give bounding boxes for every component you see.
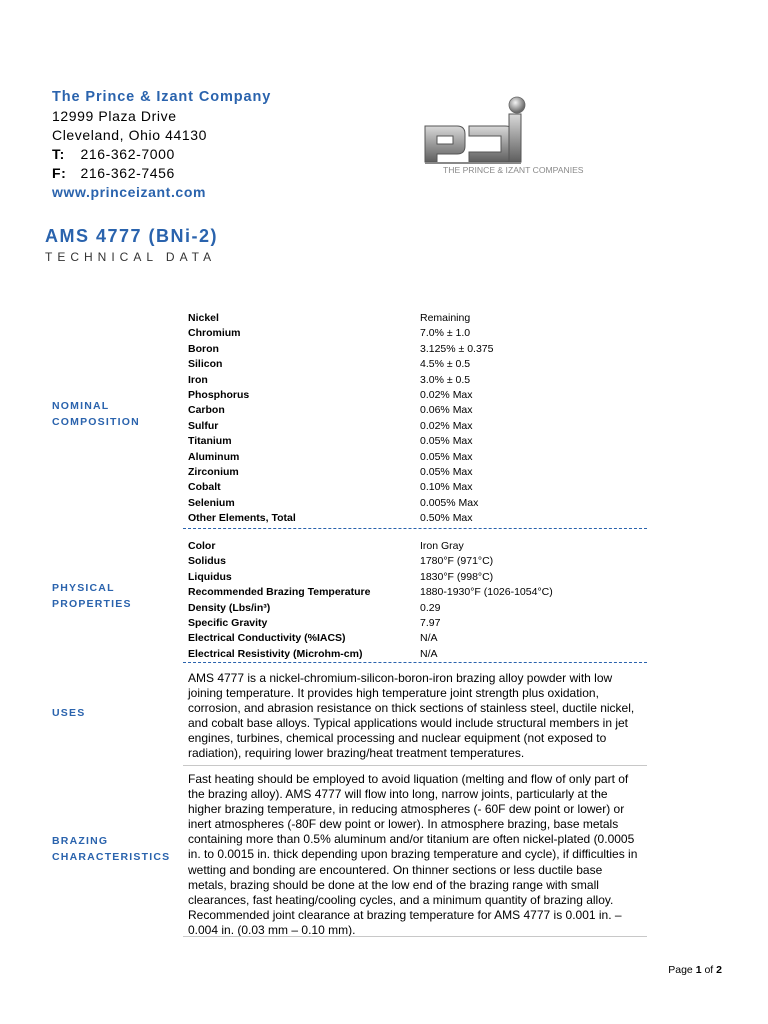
- property-name: Phosphorus: [188, 388, 250, 401]
- property-name: Zirconium: [188, 465, 239, 478]
- property-value: Iron Gray: [420, 540, 464, 552]
- property-value: 0.50% Max: [420, 512, 473, 525]
- uses-label: USES: [52, 707, 86, 719]
- fax-line: [52, 164, 271, 183]
- property-name: Density (Lbs/in³): [188, 601, 271, 614]
- property-value: 0.05% Max: [420, 465, 473, 478]
- document-subtitle: TECHNICAL DATA: [45, 250, 217, 264]
- property-name: Other Elements, Total: [188, 512, 296, 525]
- property-value: 7.97: [420, 616, 441, 629]
- property-name: Iron: [188, 373, 208, 386]
- property-value: 1830°F (998°C): [420, 570, 494, 583]
- property-name: Solidus: [188, 555, 226, 568]
- section-divider: [183, 662, 647, 663]
- property-value: N/A: [420, 632, 438, 645]
- property-name: Color: [188, 540, 216, 552]
- property-name: Specific Gravity: [188, 616, 268, 629]
- logo-caption: THE PRINCE & IZANT COMPANIES: [443, 165, 584, 175]
- property-value: 0.05% Max: [420, 450, 473, 463]
- property-value: 0.29: [420, 601, 441, 614]
- psi-logo: [423, 96, 639, 176]
- phone-line: [52, 145, 271, 164]
- property-name: Boron: [188, 342, 219, 355]
- phone-label: T:: [52, 146, 65, 162]
- property-name: Electrical Conductivity (%IACS): [188, 632, 346, 645]
- property-name: Recommended Brazing Temperature: [188, 586, 371, 599]
- property-name: Liquidus: [188, 570, 232, 583]
- section-divider: [183, 936, 647, 937]
- property-name: Cobalt: [188, 481, 221, 494]
- property-value: 0.10% Max: [420, 481, 473, 494]
- property-value: 0.02% Max: [420, 388, 473, 401]
- company-name: The Prince & Izant Company: [52, 89, 272, 105]
- brazing-text: Fast heating should be employed to avoid liquation (melting and flow of only part of the brazing alloy). AMS 4777 will flow into long, narrow joints, particularly at the higher brazing temperature, in reducing atmospheres (- 60F dew point or lower) or inert atmospheres (-80F dew point or lower). In atmosphere brazing, base metals containing more than 0.5% aluminum and/or titanium are often nickel-plated (0.0005 in. to 0.0015 in. thick depending upon brazing temperature and cycle), if difficulties in wetting and bonding are encountered. On thinner sections or less ductile base metals, brazing should be done at the low end of the brazing range with small clearances, fast heating/cooling cycles, and a minimum quantity of brazing alloy. Recommended joint clearance at brazing temperature for AMS 4777 is 0.001 in. – 0.004 in. (0.03 mm – 0.10 mm).: [188, 772, 638, 937]
- address-line-1: 12999 Plaza Drive: [52, 108, 177, 124]
- property-name: Carbon: [188, 404, 225, 417]
- property-name: Electrical Resistivity (Microhm-cm): [188, 647, 363, 660]
- website-link[interactable]: www.princeizant.com: [52, 184, 207, 200]
- property-value: Remaining: [420, 312, 471, 324]
- nominal-composition-label: NOMINAL COMPOSITION: [52, 400, 140, 428]
- property-value: 0.02% Max: [420, 419, 473, 432]
- address-line-2: Cleveland, Ohio 44130: [52, 127, 208, 143]
- uses-text: AMS 4777 is a nickel-chromium-silicon-boron-iron brazing alloy powder with low joining temperature. It provides high temperature joint strength plus oxidation, corrosion, and abrasion resistance on thick sections of stainless steel, ductile nickel, and cobalt base alloys. Typical applications would include structural members in jet engines, turbines, chemical processing and nuclear equipment (not exposed to radiation), requiring lower brazing/heat treatment temperatures.: [188, 671, 635, 761]
- property-name: Nickel: [188, 312, 219, 324]
- document-title: AMS 4777 (BNi-2): [45, 226, 219, 246]
- property-name: Titanium: [188, 435, 232, 448]
- phone-number: 216-362-7000: [80, 146, 175, 162]
- brazing-characteristics-label: BRAZING CHARACTERISTICS: [52, 835, 171, 863]
- property-value: 4.5% ± 0.5: [420, 358, 471, 371]
- property-value: 3.0% ± 0.5: [420, 373, 471, 386]
- fax-label: F:: [52, 165, 67, 181]
- property-name: Sulfur: [188, 419, 219, 432]
- property-value: 1880-1930°F (1026-1054°C): [420, 586, 553, 599]
- property-value: 7.0% ± 1.0: [420, 327, 471, 340]
- page-number: Page 1 of 2: [668, 964, 722, 976]
- property-value: N/A: [420, 647, 438, 660]
- section-divider: [183, 765, 647, 766]
- property-name: Silicon: [188, 358, 223, 371]
- property-value: 0.06% Max: [420, 404, 473, 417]
- property-name: Aluminum: [188, 450, 240, 463]
- physical-properties-label: PHYSICAL PROPERTIES: [52, 582, 132, 610]
- section-divider: [183, 528, 647, 529]
- property-value: 1780°F (971°C): [420, 555, 494, 568]
- property-value: 0.05% Max: [420, 435, 473, 448]
- property-name: Selenium: [188, 496, 235, 509]
- fax-number: 216-362-7456: [80, 165, 175, 181]
- company-info: [52, 88, 271, 202]
- property-value: 3.125% ± 0.375: [420, 342, 494, 355]
- property-value: 0.005% Max: [420, 496, 479, 509]
- property-name: Chromium: [188, 327, 241, 340]
